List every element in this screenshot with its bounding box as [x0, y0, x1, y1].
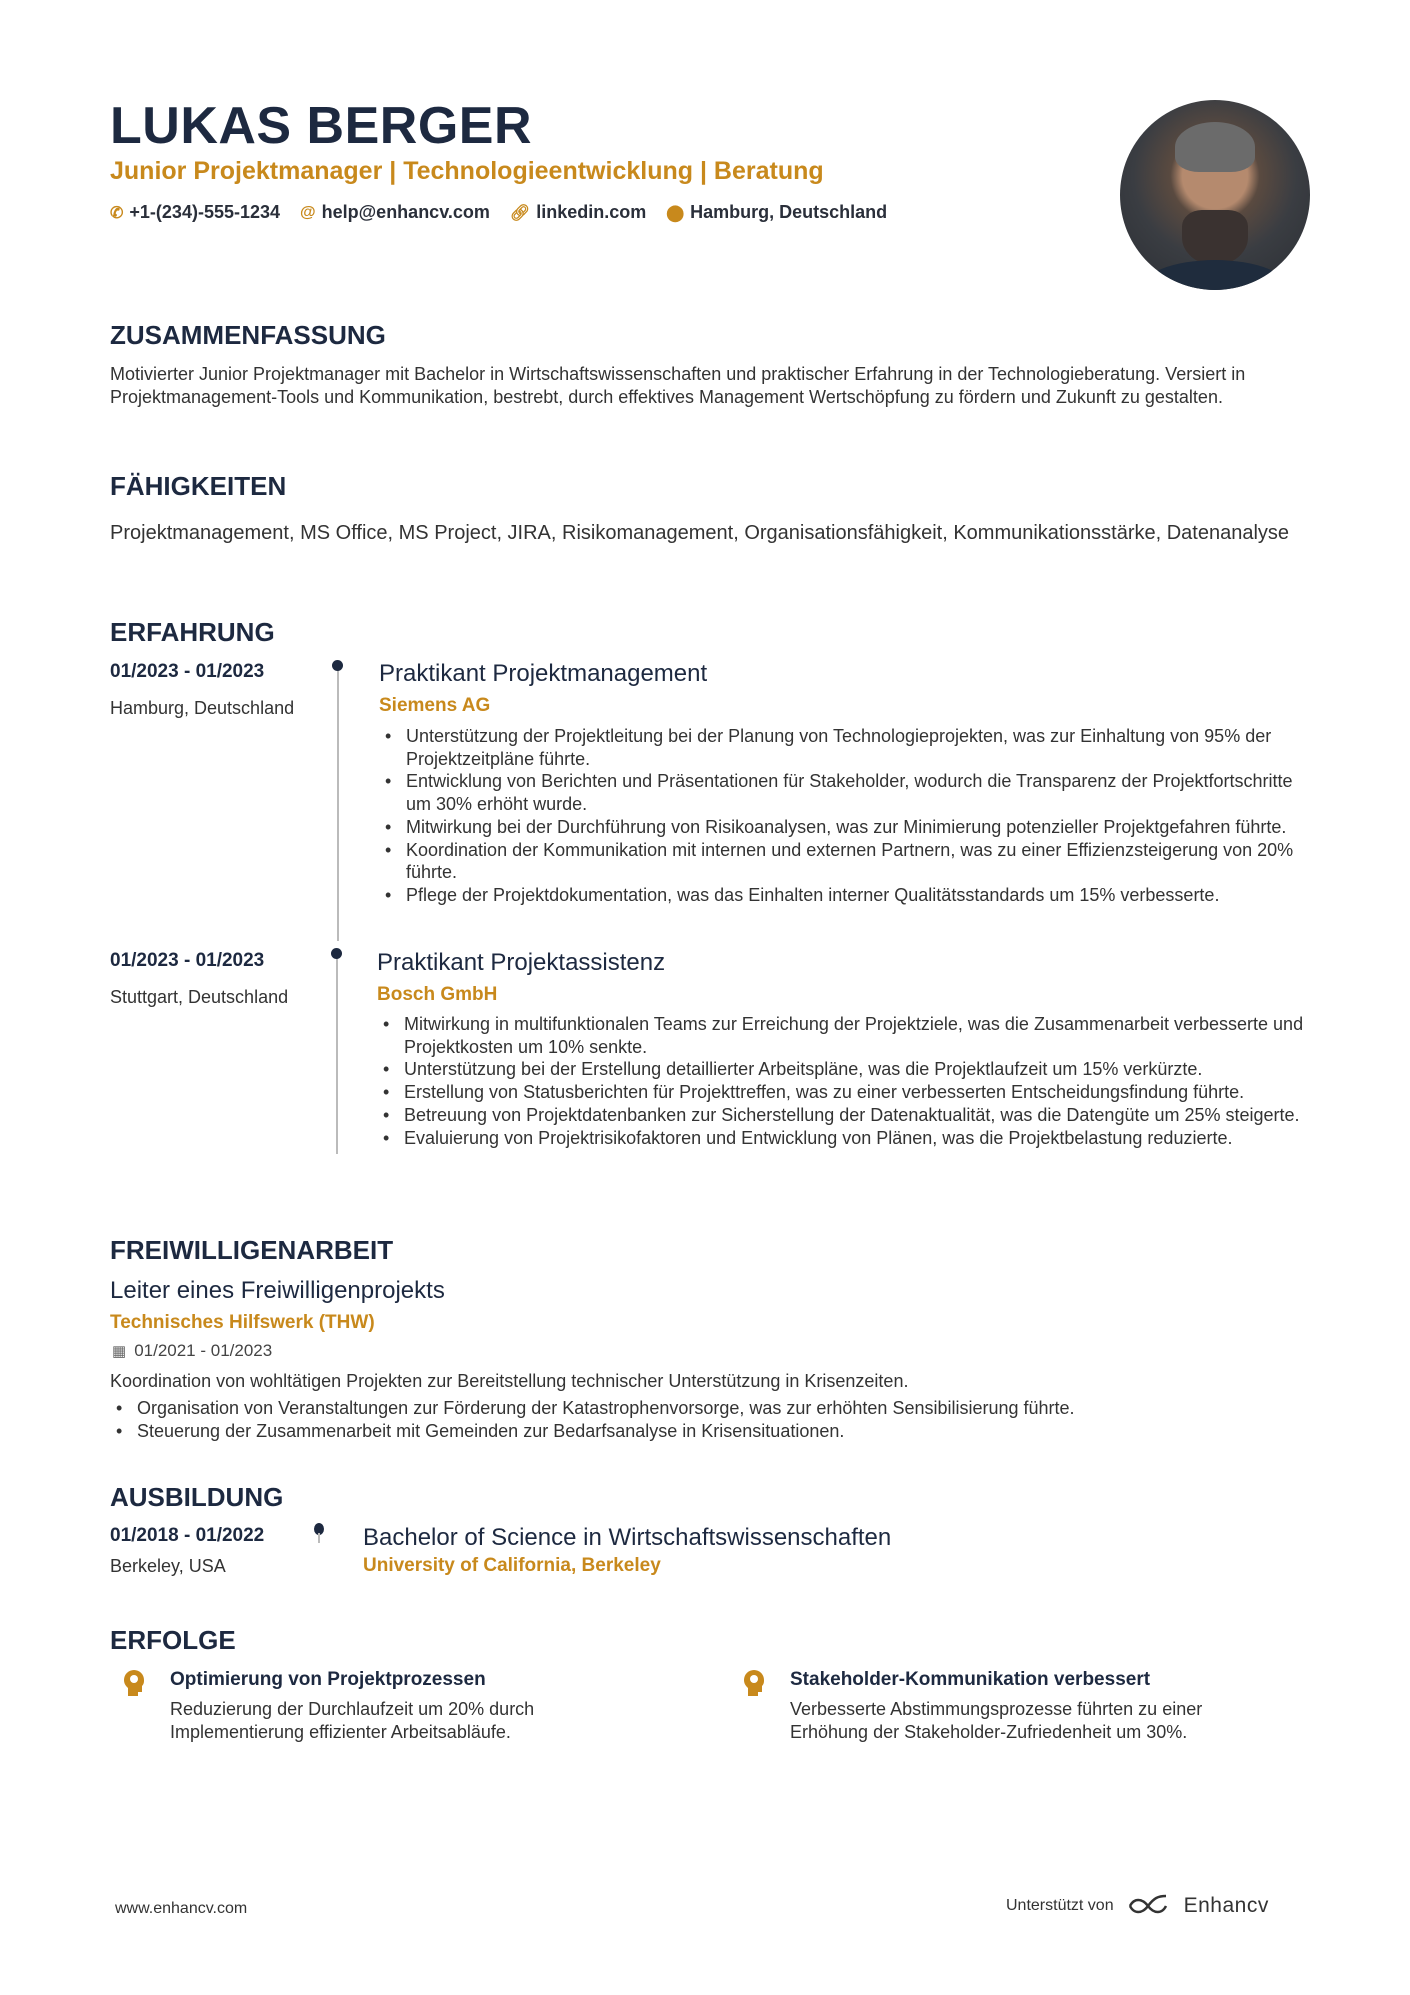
profile-photo [1120, 100, 1310, 290]
job-date: 01/2023 - 01/2023 [110, 661, 265, 682]
bullet: • Mitwirkung bei der Durchführung von Risikoanalysen, was zur Minimierung potenzieller Projektgefahren führte. [379, 816, 1309, 839]
bullet: • Erstellung von Statusberichten für Projekttreffen, was zu einer verbesserten Entscheidungsfindung führte. [377, 1081, 1307, 1104]
achievement-title: Optimierung von Projektprozessen [170, 1669, 486, 1690]
volunteer-date: 01/2021 - 01/2023 [134, 1341, 273, 1360]
timeline-dot [332, 660, 343, 671]
contact-location [666, 202, 887, 223]
bullet: • Pflege der Projektdokumentation, was das Einhalten interner Qualitätsstandards um 15% verbesserte. [379, 884, 1309, 907]
contact-linkedin[interactable] [510, 202, 646, 223]
contact-email[interactable] [300, 202, 490, 223]
contact-phone[interactable] [110, 202, 280, 223]
powered-by-text: Unterstützt von [1006, 1897, 1114, 1914]
timeline-line [336, 954, 338, 1154]
phone-icon: ✆ [110, 204, 124, 222]
school-name: University of California, Berkeley [363, 1555, 661, 1576]
at-icon: @ [300, 203, 316, 221]
experience-heading: ERFAHRUNG [110, 617, 275, 647]
job-title: Praktikant Projektmanagement [379, 660, 708, 687]
timeline-line [318, 1533, 320, 1543]
calendar-icon: ▦ [112, 1343, 127, 1360]
volunteer-desc: Koordination von wohltätigen Projekten zur Bereitstellung technischer Unterstützung in Krisenzeiten. [110, 1371, 909, 1391]
job-title: Praktikant Projektassistenz [377, 949, 666, 976]
timeline-line [337, 668, 339, 941]
lightbulb-head-icon [120, 1668, 148, 1696]
bullet: • Betreuung von Projektdatenbanken zur Sicherstellung der Datenaktualität, was die Datengüte um 25% steigerte. [377, 1104, 1307, 1127]
email-text: help@enhancv.com [321, 202, 490, 222]
location-pin-icon: ⬤ [666, 204, 685, 222]
bullet: • Evaluierung von Projektrisikofaktoren und Entwicklung von Plänen, was die Projektbelastung reduzierte. [377, 1127, 1307, 1150]
job-location: Hamburg, Deutschland [110, 698, 295, 718]
degree-title: Bachelor of Science in Wirtschaftswissenschaften [363, 1524, 892, 1551]
bullet: • Organisation von Veranstaltungen zur Förderung der Katastrophenvorsorge, was zur erhöhten Sensibilisierung führte. [110, 1397, 1310, 1420]
volunteer-date-row [112, 1341, 272, 1361]
volunteer-bullets [110, 1397, 1310, 1442]
lightbulb-head-icon [740, 1668, 768, 1696]
summary-text: Motivierter Junior Projektmanager mit Bachelor in Wirtschaftswissenschaften und praktischer Erfahrung in der Technologieberatung. Versiert in Projektmanagement-Tools und Kommunikation, bestrebt, durch effektives Management Wertschöpfung zu fördern und Zukunft zu gestalten. [110, 364, 1246, 407]
achievement-desc: Reduzierung der Durchlaufzeit um 20% durch Implementierung effizienter Arbeitsabläufe. [170, 1699, 535, 1742]
timeline-dot [331, 948, 342, 959]
job-bullets [377, 1013, 1307, 1149]
bullet: • Steuerung der Zusammenarbeit mit Gemeinden zur Bedarfsanalyse in Krisensituationen. [110, 1420, 1310, 1443]
enhancv-logo-icon [1126, 1894, 1172, 1918]
volunteer-heading: FREIWILLIGENARBEIT [110, 1235, 394, 1265]
link-icon: 🔗︎ [509, 204, 531, 222]
achievements-heading: ERFOLGE [110, 1625, 236, 1655]
candidate-subtitle: Junior Projektmanager | Technologieentwicklung | Beratung [110, 157, 824, 185]
bullet: • Koordination der Kommunikation mit internen und externen Partnern, was zu einer Effizienzsteigerung von 20% führte. [379, 839, 1309, 884]
footer-website[interactable]: www.enhancv.com [115, 1900, 248, 1917]
footer-powered [1006, 1894, 1269, 1918]
candidate-name: LUKAS BERGER [110, 97, 533, 155]
volunteer-org: Technisches Hilfswerk (THW) [110, 1312, 375, 1333]
location-text: Hamburg, Deutschland [690, 202, 888, 222]
job-date: 01/2023 - 01/2023 [110, 950, 265, 971]
job-company: Bosch GmbH [377, 984, 498, 1005]
skills-heading: FÄHIGKEITEN [110, 471, 287, 501]
job-location: Stuttgart, Deutschland [110, 987, 289, 1007]
volunteer-role: Leiter eines Freiwilligenprojekts [110, 1277, 445, 1304]
phone-text: +1-(234)-555-1234 [129, 202, 281, 222]
education-location: Berkeley, USA [110, 1556, 226, 1576]
education-heading: AUSBILDUNG [110, 1482, 284, 1512]
summary-heading: ZUSAMMENFASSUNG [110, 320, 386, 350]
bullet: • Unterstützung bei der Erstellung detaillierter Arbeitspläne, was die Projektlaufzeit um 15% verkürzte. [377, 1058, 1307, 1081]
education-date: 01/2018 - 01/2022 [110, 1525, 265, 1546]
enhancv-brand: Enhancv [1183, 1894, 1269, 1917]
contact-bar [110, 202, 887, 223]
job-company: Siemens AG [379, 695, 491, 716]
skills-text: Projektmanagement, MS Office, MS Project, JIRA, Risikomanagement, Organisationsfähigkeit, Kommunikationsstärke, Datenanalyse [110, 522, 1290, 544]
job-bullets [379, 725, 1309, 907]
bullet: • Entwicklung von Berichten und Präsentationen für Stakeholder, wodurch die Transparenz der Projektfortschritte um 30% erhöht wurde. [379, 770, 1309, 815]
bullet: • Mitwirkung in multifunktionalen Teams zur Erreichung der Projektziele, was die Zusammenarbeit verbesserte und Projektkosten um 10% senkte. [377, 1013, 1307, 1058]
achievement-desc: Verbesserte Abstimmungsprozesse führten zu einer Erhöhung der Stakeholder-Zufriedenheit um 30%. [790, 1699, 1203, 1742]
achievement-title: Stakeholder-Kommunikation verbessert [790, 1669, 1151, 1690]
bullet: • Unterstützung der Projektleitung bei der Planung von Technologieprojekten, was zur Einhaltung von 95% der Projektzeitpläne führte. [379, 725, 1309, 770]
linkedin-text: linkedin.com [536, 202, 647, 222]
